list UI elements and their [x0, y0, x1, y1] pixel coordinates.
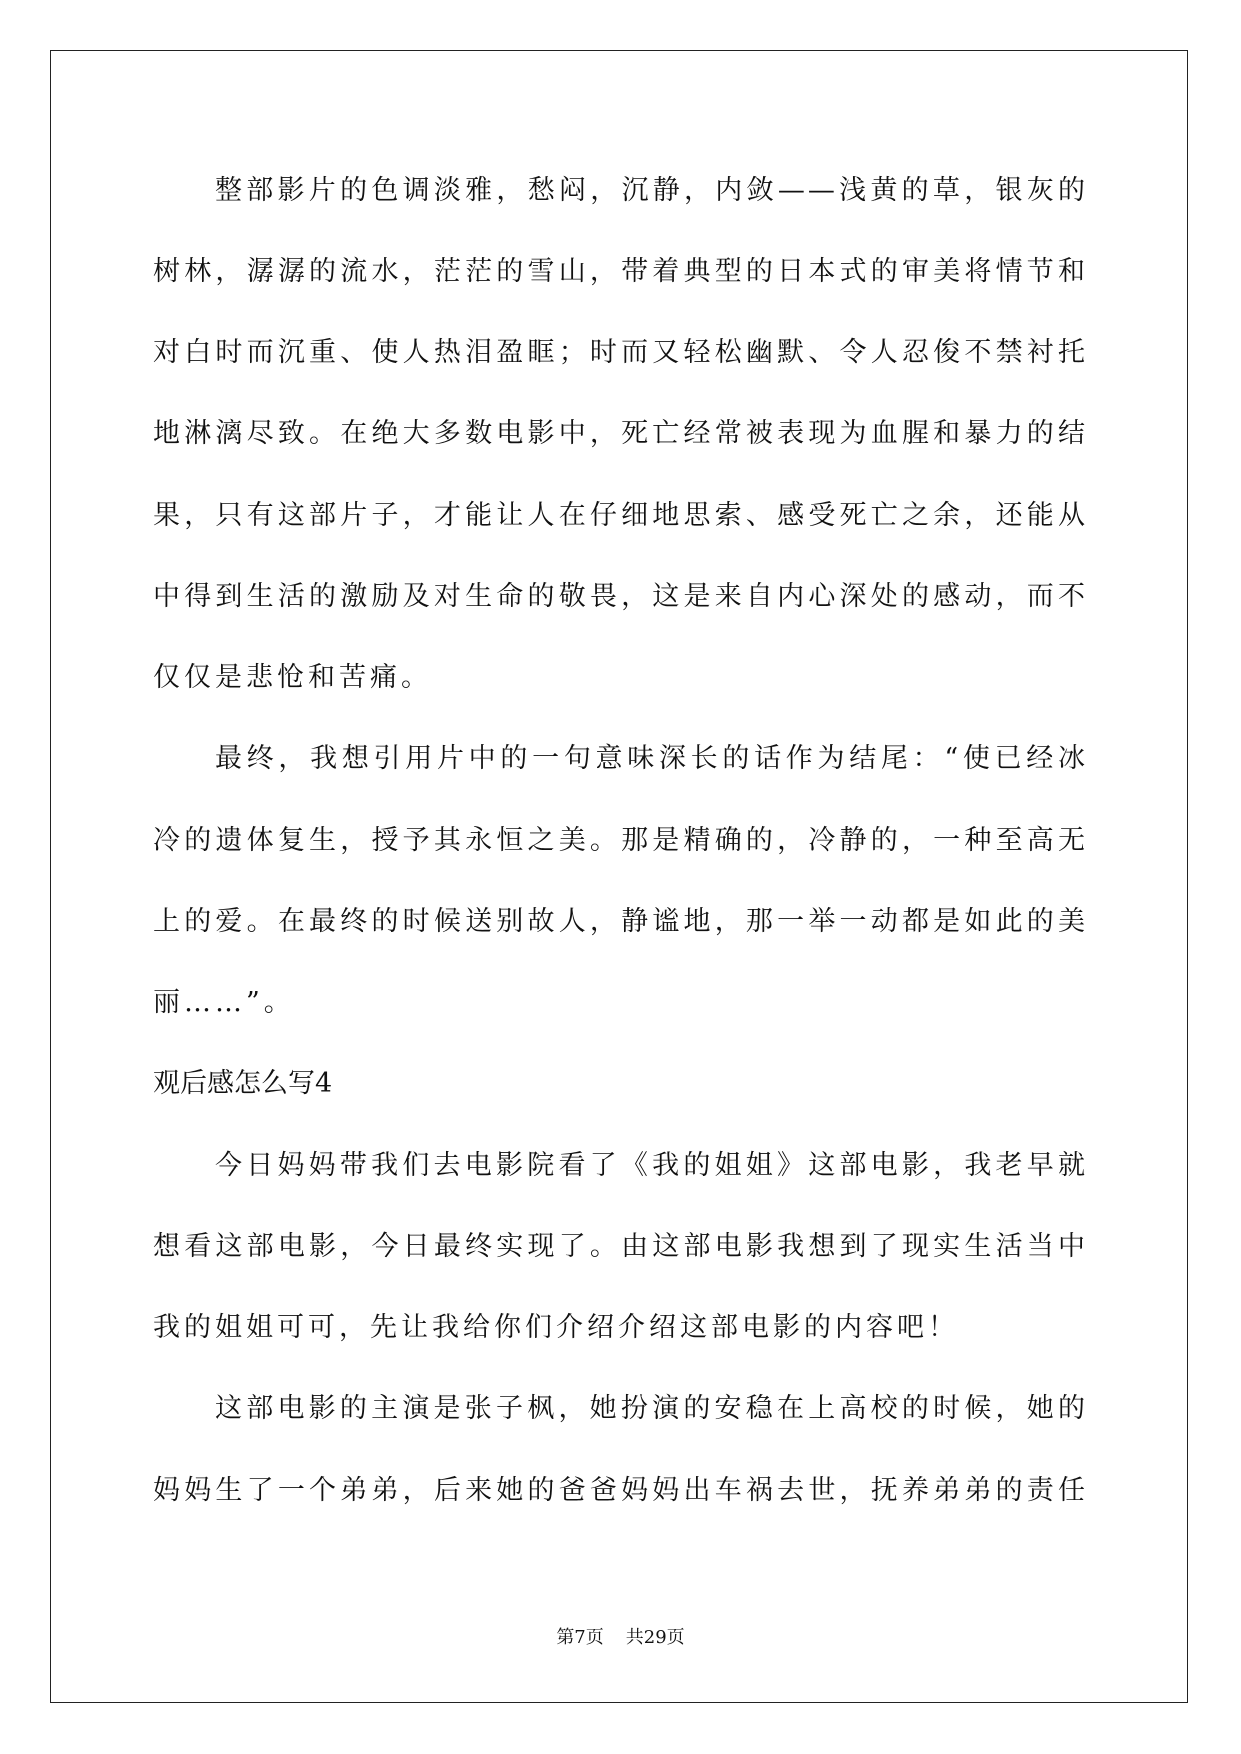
text-line: 上的爱。在最终的时候送别故人，静谧地，那一举一动都是如此的美	[153, 905, 1088, 937]
text-line: 整部影片的色调淡雅，愁闷，沉静，内敛——浅黄的草，银灰的	[215, 174, 1088, 206]
text-line: 我的姐姐可可，先让我给你们介绍介绍这部电影的内容吧！	[153, 1312, 959, 1343]
text-line: 仅仅是悲怆和苦痛。	[153, 662, 432, 693]
paragraph	[153, 150, 1088, 719]
text-line: 树林，潺潺的流水，茫茫的雪山，带着典型的日本式的审美将情节和	[153, 255, 1088, 287]
document-body	[153, 150, 1088, 1531]
text-line: 对白时而沉重、使人热泪盈眶；时而又轻松幽默、令人忍俊不禁衬托	[153, 337, 1088, 368]
section-heading: 观后感怎么写4	[153, 1068, 333, 1100]
page-number: 第7页	[556, 1627, 604, 1648]
text-line: 冷的遗体复生，授予其永恒之美。那是精确的，冷静的，一种至高无	[153, 824, 1088, 856]
paragraph	[153, 1368, 1088, 1531]
paragraph	[153, 718, 1088, 1043]
page-footer	[0, 1625, 1241, 1651]
text-line: 中得到生活的激励及对生命的敬畏，这是来自内心深处的感动，而不	[153, 580, 1088, 612]
text-line: 这部电影的主演是张子枫，她扮演的安稳在上高校的时候，她的	[215, 1393, 1088, 1425]
text-line: 想看这部电影，今日最终实现了。由这部电影我想到了现实生活当中	[153, 1230, 1088, 1262]
text-line: 地淋漓尽致。在绝大多数电影中，死亡经常被表现为血腥和暴力的结	[153, 418, 1088, 450]
text-line: 丽……”。	[153, 987, 295, 1018]
text-line: 妈妈生了一个弟弟，后来她的爸爸妈妈出车祸去世，抚养弟弟的责任	[153, 1474, 1088, 1506]
text-line: 果，只有这部片子，才能让人在仔细地思索、感受死亡之余，还能从	[153, 499, 1088, 531]
paragraph	[153, 1125, 1088, 1369]
text-line: 今日妈妈带我们去电影院看了《我的姐姐》这部电影，我老早就	[215, 1149, 1088, 1181]
text-line: 最终，我想引用片中的一句意味深长的话作为结尾：“使已经冰	[215, 743, 1088, 775]
page-total: 共29页	[625, 1627, 685, 1648]
